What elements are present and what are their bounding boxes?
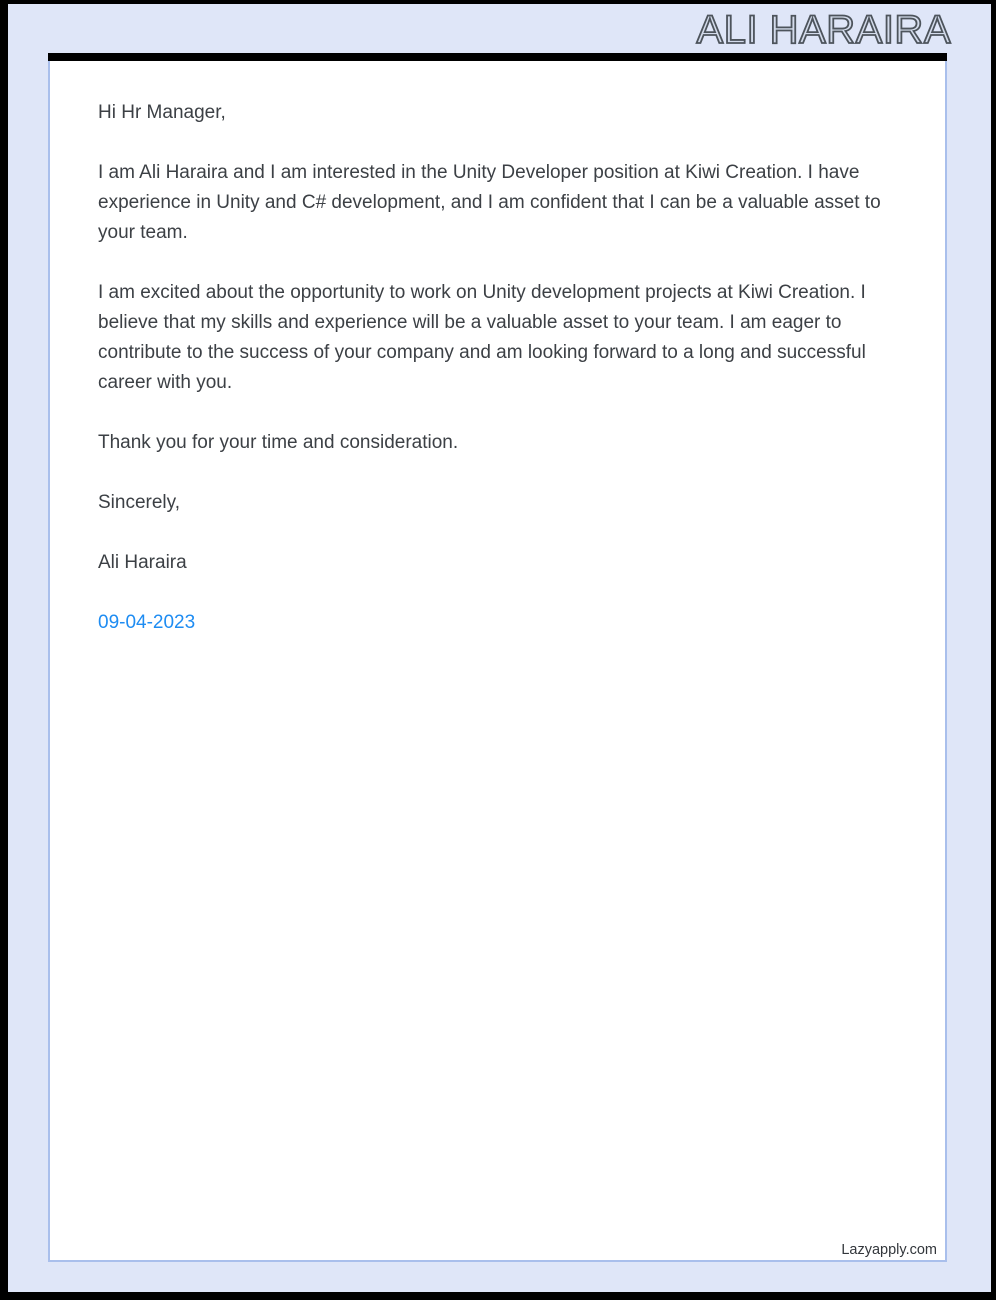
- letter-body: [98, 98, 899, 638]
- page-background: [8, 4, 991, 1292]
- paragraph-text: I am excited about the opportunity to work on Unity development projects at Kiwi Creation. I believe that my skills and experience will be a valuable asset to your team. I am eager to contribute to the success of your company and am looking forward to a long and successful career with you.: [98, 282, 866, 393]
- watermark-text: Lazyapply.com: [841, 1242, 937, 1258]
- greeting-text: Hi Hr Manager,: [98, 102, 226, 123]
- paragraph-text: Thank you for your time and consideration.: [98, 432, 459, 453]
- header-divider-rule: [48, 53, 947, 61]
- paragraph-text: I am Ali Haraira and I am interested in the Unity Developer position at Kiwi Creation. I have experience in Unity and C# development, and I am confident that I can be a valuable asset to your team.: [98, 162, 881, 243]
- date-text: 09-04-2023: [98, 612, 196, 633]
- closing-text: Sincerely,: [98, 492, 181, 513]
- letter-page: [48, 61, 947, 1262]
- header-name: ALI HARAIRA: [696, 8, 951, 52]
- signature-text: Ali Haraira: [98, 552, 187, 573]
